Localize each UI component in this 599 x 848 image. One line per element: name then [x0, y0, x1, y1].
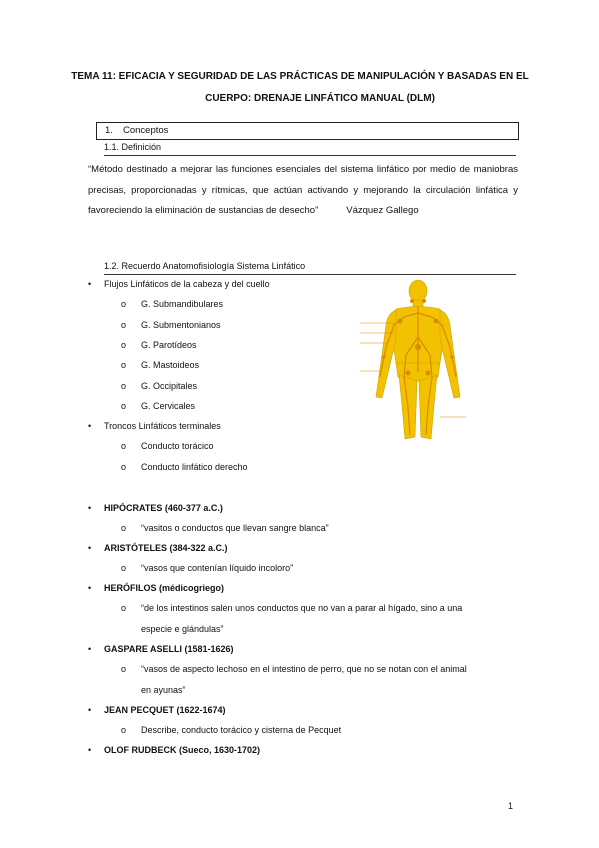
history-note	[0, 601, 599, 615]
history-note	[0, 561, 599, 575]
list-subitem	[0, 379, 599, 393]
list-subitem	[0, 460, 599, 474]
bullet-icon: •	[88, 705, 92, 715]
flujos-item: G. Mastoideos	[141, 360, 200, 370]
history-note-continued	[0, 683, 599, 697]
history-note	[0, 521, 599, 535]
troncos-item: Conducto torácico	[141, 441, 214, 451]
list-subitem	[0, 297, 599, 311]
flujos-item: G. Occipitales	[141, 381, 198, 391]
bullet-icon: •	[88, 421, 92, 431]
bullet-icon: •	[88, 279, 92, 289]
history-item	[0, 541, 599, 555]
list-item-troncos	[0, 419, 599, 433]
section-1-number: 1.	[105, 125, 113, 136]
list-subitem	[0, 358, 599, 372]
troncos-label: Troncos Linfáticos terminales	[104, 421, 221, 431]
history-item	[0, 501, 599, 515]
sub-bullet-icon: o	[121, 401, 127, 411]
title-line-2: CUERPO: DRENAJE LINFÁTICO MANUAL (DLM)	[205, 93, 435, 104]
sub-bullet-icon: o	[121, 299, 127, 309]
section-1-1-heading: 1.1. Definición	[104, 142, 162, 152]
history-note	[0, 723, 599, 737]
history-note-text: especie e glándulas”	[141, 624, 224, 634]
history-name: JEAN PECQUET (1622-1674)	[104, 705, 226, 715]
section-1-heading	[96, 122, 519, 140]
list-subitem	[0, 318, 599, 332]
history-item	[0, 642, 599, 656]
history-note-text: en ayunas”	[141, 685, 186, 695]
definition-quote: “Método destinado a mejorar las funciones esenciales del sistema linfático por medio de maniobras precisas, proporcionadas y rítmicas, que actúan activando y mejorando la circulación linfática y favoreciendo la eliminación de sustancias de desecho”	[88, 164, 518, 216]
history-item	[0, 703, 599, 717]
document-title	[60, 66, 540, 110]
definition-author: Vázquez Gallego	[346, 205, 419, 216]
list-item-flujos	[0, 277, 599, 291]
flujos-item: G. Parotídeos	[141, 340, 197, 350]
flujos-item: G. Submentonianos	[141, 320, 221, 330]
sub-bullet-icon: o	[121, 664, 127, 674]
history-note-text: “vasos de aspecto lechoso en el intestino de perro, que no se notan con el animal	[141, 664, 467, 674]
history-name: HERÓFILOS (médicogriego)	[104, 583, 225, 593]
sub-bullet-icon: o	[121, 603, 127, 613]
sub-bullet-icon: o	[121, 381, 127, 391]
sub-bullet-icon: o	[121, 441, 127, 451]
history-note	[0, 662, 599, 676]
bullet-icon: •	[88, 503, 92, 513]
list-subitem	[0, 439, 599, 453]
title-line-1: TEMA 11: EFICACIA Y SEGURIDAD DE LAS PRÁCTICAS DE MANIPULACIÓN Y BASADAS EN EL	[71, 71, 529, 82]
section-1-label: Conceptos	[123, 125, 169, 136]
history-item	[0, 581, 599, 595]
list-subitem	[0, 338, 599, 352]
lymphatic-system-figure	[358, 277, 468, 443]
section-1-1-rule	[104, 155, 516, 156]
history-name: ARISTÓTELES (384-322 a.C.)	[104, 543, 228, 553]
bullet-icon: •	[88, 745, 92, 755]
sub-bullet-icon: o	[121, 725, 127, 735]
sub-bullet-icon: o	[121, 563, 127, 573]
section-1-2-rule	[104, 274, 516, 275]
history-note-text: “de los intestinos salen unos conductos que no van a parar al hígado, sino a una	[141, 603, 463, 613]
sub-bullet-icon: o	[121, 340, 127, 350]
bullet-icon: •	[88, 543, 92, 553]
history-note-continued	[0, 622, 599, 636]
page-number: 1	[508, 801, 514, 811]
history-note-text: “vasos que contenían líquido incoloro”	[141, 563, 294, 573]
sub-bullet-icon: o	[121, 462, 127, 472]
definition-paragraph	[88, 160, 518, 222]
history-item	[0, 743, 599, 757]
history-note-text: “vasitos o conductos que llevan sangre blanca”	[141, 523, 329, 533]
sub-bullet-icon: o	[121, 320, 127, 330]
sub-bullet-icon: o	[121, 360, 127, 370]
flujos-item: G. Cervicales	[141, 401, 196, 411]
troncos-item: Conducto linfático derecho	[141, 462, 248, 472]
flujos-label: Flujos Linfáticos de la cabeza y del cuello	[104, 279, 270, 289]
history-name: HIPÓCRATES (460-377 a.C.)	[104, 503, 223, 513]
sub-bullet-icon: o	[121, 523, 127, 533]
bullet-icon: •	[88, 644, 92, 654]
list-subitem	[0, 399, 599, 413]
history-name: OLOF RUDBECK (Sueco, 1630-1702)	[104, 745, 261, 755]
section-1-2-heading: 1.2. Recuerdo Anatomofisiología Sistema Linfático	[104, 261, 306, 271]
bullet-icon: •	[88, 583, 92, 593]
flujos-item: G. Submandibulares	[141, 299, 224, 309]
history-note-text: Describe, conducto torácico y cisterna de Pecquet	[141, 725, 342, 735]
history-name: GASPARE ASELLI (1581-1626)	[104, 644, 234, 654]
